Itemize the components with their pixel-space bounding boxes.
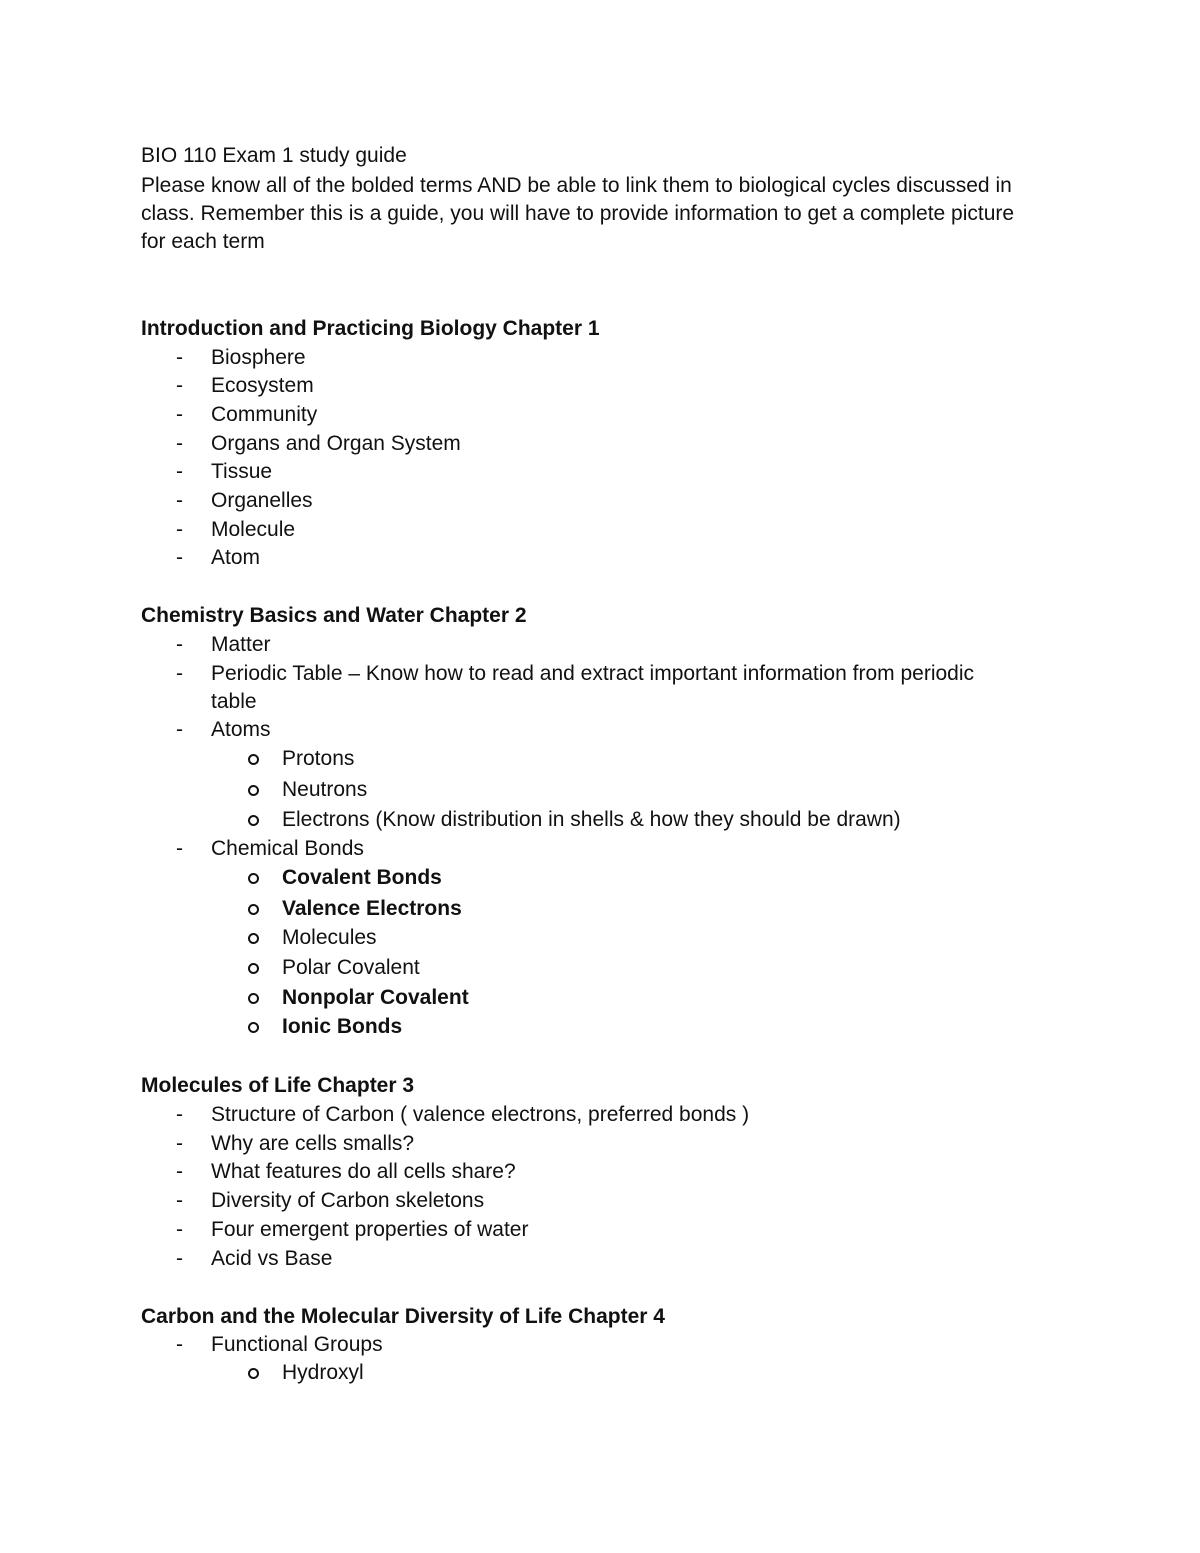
dash-bullet bbox=[176, 1331, 190, 1359]
sub-list-item-text: Hydroxyl bbox=[282, 1361, 364, 1384]
dash-bullet bbox=[176, 716, 190, 744]
dash-bullet bbox=[176, 1216, 190, 1244]
dash-bullet bbox=[176, 372, 190, 400]
dash-bullet bbox=[176, 835, 190, 863]
dash-bullet bbox=[176, 660, 190, 688]
circle-bullet-icon bbox=[248, 904, 259, 915]
list-item-text: Atom bbox=[211, 546, 261, 569]
list-item-text: Ecosystem bbox=[211, 374, 314, 397]
dash-bullet bbox=[176, 430, 190, 458]
dash-bullet bbox=[176, 1187, 190, 1215]
list-item-text: Matter bbox=[211, 633, 271, 656]
section-heading-chapter-4: Carbon and the Molecular Diversity of Life Chapter 4 bbox=[141, 1305, 665, 1328]
sub-list-item-text: Covalent Bonds bbox=[282, 866, 442, 889]
circle-bullet-icon bbox=[248, 754, 259, 765]
dash-bullet bbox=[176, 1245, 190, 1273]
dash-bullet bbox=[176, 544, 190, 572]
circle-bullet-icon bbox=[248, 873, 259, 884]
sub-list-item-text: Electrons (Know distribution in shells & how they should be drawn) bbox=[282, 808, 901, 831]
list-item-text: Tissue bbox=[211, 460, 273, 483]
circle-bullet-icon bbox=[248, 993, 259, 1004]
sub-list-item-text: Valence Electrons bbox=[282, 897, 462, 920]
list-item-text: Organelles bbox=[211, 489, 313, 512]
list-item-text: Diversity of Carbon skeletons bbox=[211, 1189, 485, 1212]
list-item-text: Four emergent properties of water bbox=[211, 1218, 529, 1241]
sub-list-item-text: Molecules bbox=[282, 926, 377, 949]
list-item-text: What features do all cells share? bbox=[211, 1160, 516, 1183]
dash-bullet bbox=[176, 458, 190, 486]
circle-bullet-icon bbox=[248, 933, 259, 944]
sub-list-item-text: Protons bbox=[282, 747, 355, 770]
list-item-text: Molecule bbox=[211, 518, 296, 541]
circle-bullet-icon bbox=[248, 963, 259, 974]
list-item-text: Community bbox=[211, 403, 318, 426]
list-item-text: Acid vs Base bbox=[211, 1247, 333, 1270]
sub-list-item-text: Neutrons bbox=[282, 778, 368, 801]
section-heading-chapter-2: Chemistry Basics and Water Chapter 2 bbox=[141, 604, 527, 627]
dash-bullet bbox=[176, 344, 190, 372]
sub-list-item-text: Polar Covalent bbox=[282, 956, 420, 979]
dash-bullet bbox=[176, 1158, 190, 1186]
intro-line-2: class. Remember this is a guide, you will have to provide information to get a complete picture bbox=[141, 202, 1015, 225]
list-item-text: Chemical Bonds bbox=[211, 837, 364, 860]
list-item-text: Periodic Table – Know how to read and extract important information from periodic bbox=[211, 662, 975, 685]
dash-bullet bbox=[176, 516, 190, 544]
list-item-text: Organs and Organ System bbox=[211, 432, 461, 455]
intro-line-1: Please know all of the bolded terms AND be able to link them to biological cycles discussed in bbox=[141, 174, 1012, 197]
document-title: BIO 110 Exam 1 study guide bbox=[141, 144, 407, 167]
list-item-text: Functional Groups bbox=[211, 1333, 383, 1356]
dash-bullet bbox=[176, 1130, 190, 1158]
dash-bullet bbox=[176, 1101, 190, 1129]
list-item-text: Atoms bbox=[211, 718, 271, 741]
dash-bullet bbox=[176, 631, 190, 659]
list-item-text: Biosphere bbox=[211, 346, 306, 369]
circle-bullet-icon bbox=[248, 1368, 259, 1379]
dash-bullet bbox=[176, 487, 190, 515]
circle-bullet-icon bbox=[248, 815, 259, 826]
circle-bullet-icon bbox=[248, 785, 259, 796]
list-item-text: table bbox=[211, 690, 257, 713]
dash-bullet bbox=[176, 401, 190, 429]
sub-list-item-text: Ionic Bonds bbox=[282, 1015, 403, 1038]
section-heading-chapter-1: Introduction and Practicing Biology Chapter 1 bbox=[141, 317, 600, 340]
list-item-text: Why are cells smalls? bbox=[211, 1132, 415, 1155]
circle-bullet-icon bbox=[248, 1022, 259, 1033]
list-item-text: Structure of Carbon ( valence electrons, preferred bonds ) bbox=[211, 1103, 750, 1126]
section-heading-chapter-3: Molecules of Life Chapter 3 bbox=[141, 1074, 415, 1097]
sub-list-item-text: Nonpolar Covalent bbox=[282, 986, 469, 1009]
intro-line-3: for each term bbox=[141, 230, 265, 253]
